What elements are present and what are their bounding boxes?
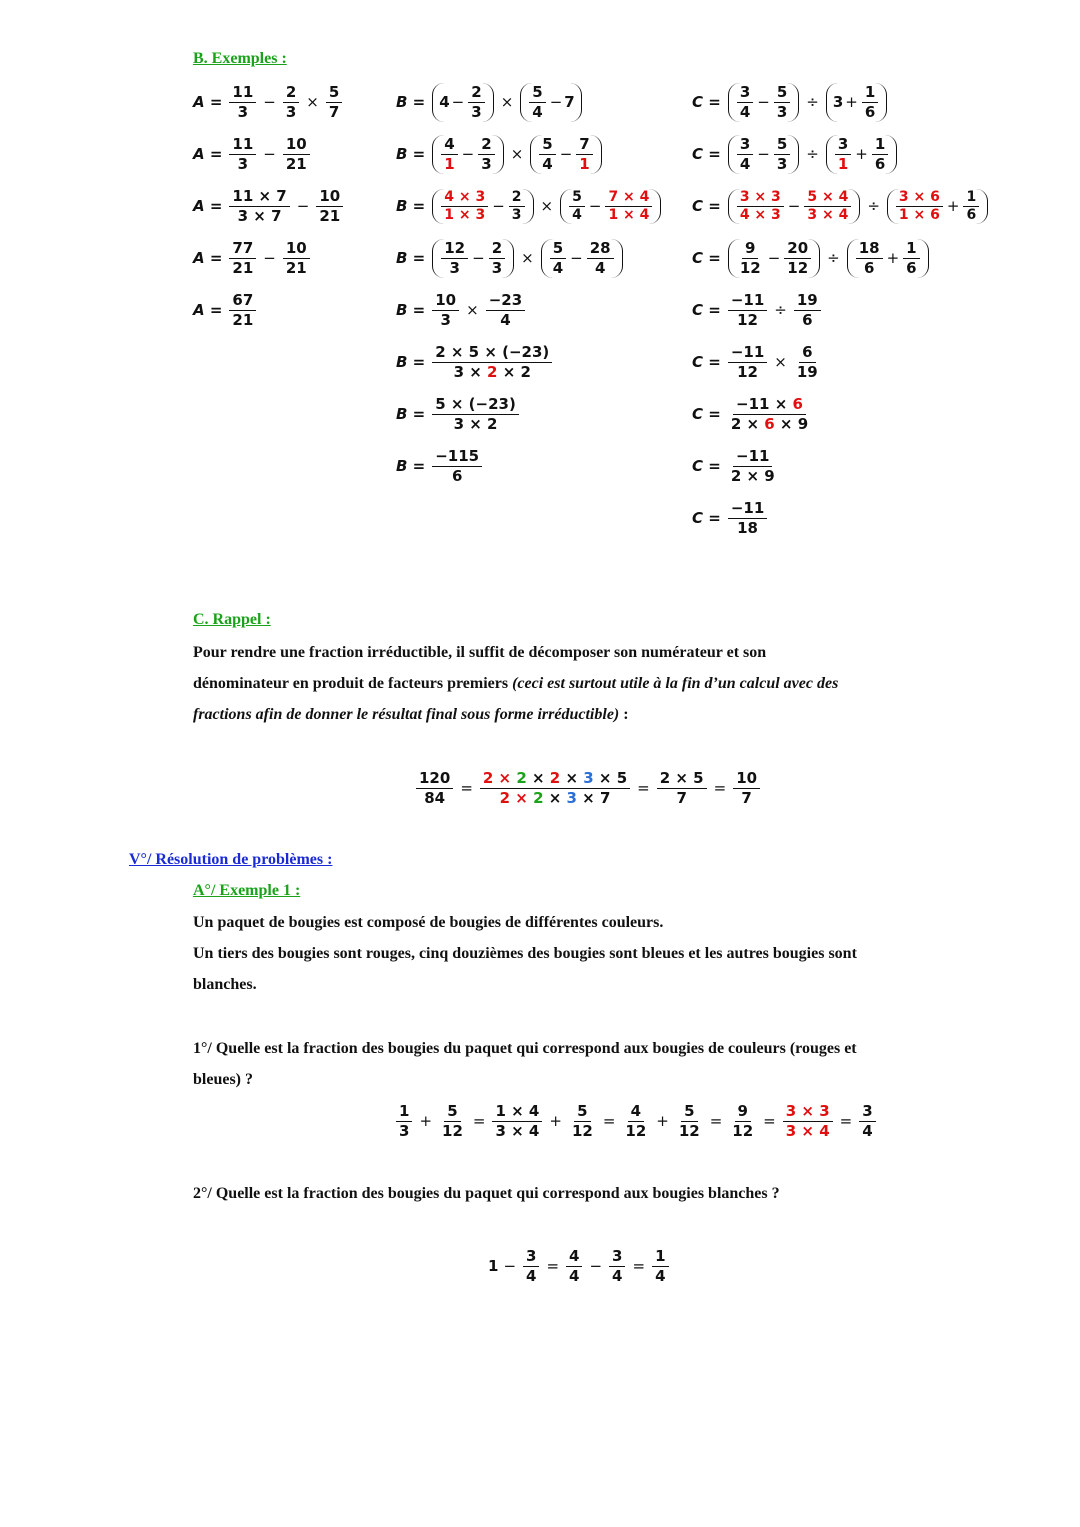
equation-c-7: C = $\frac{-11 \times 6}{2 \times 6 \times 9}$ xyxy=(692,394,809,433)
operator: − xyxy=(503,1257,517,1275)
operator: = xyxy=(839,1112,853,1130)
equation-b-7: B = $\frac{5 \times (-23)}{3 \times 2}$ xyxy=(396,390,521,438)
equation-b-5: B = $\frac{10}{3}$ × $\frac{-23}{4}$ xyxy=(396,286,527,334)
rappel-paragraph: Pour rendre une fraction irréductible, il suffit de décomposer son numérateur et son dénominateur en produit de facteurs premiers (ceci est surtout utile à la fin d’un calcul avec des fractions afin de donner le résultat final sous forme irréductible) : xyxy=(193,644,839,723)
operator: + xyxy=(549,1112,562,1130)
fraction: $\frac{9}{12}$ xyxy=(732,1101,754,1140)
operator: − xyxy=(589,1257,603,1275)
fraction: $\frac{1}{4}$ xyxy=(652,1247,668,1286)
fraction: $\frac{3 \times 3}{3 \times 4}$ xyxy=(783,1102,833,1141)
operator: = xyxy=(632,1257,646,1275)
operator: = xyxy=(546,1257,560,1275)
calc-1 xyxy=(394,1097,878,1145)
equation-c-3: C = $\frac{3 \times 3}{4 \times 3}$ − $\frac{5 \times 4}{3 \times 4}$ ÷ $\frac{3 \times 6}{1 \times 6}$ + $\frac{1}{6}$ xyxy=(692,182,990,230)
operator: + xyxy=(419,1112,433,1130)
equation-b-4: B = $\frac{12}{3}$ − $\frac{2}{3}$ × $\frac{5}{4}$ − $\frac{28}{4}$ xyxy=(396,234,625,282)
fraction: $\frac{5}{12}$ xyxy=(442,1101,463,1140)
example-1-title: A°/ Exemple 1 : xyxy=(193,882,301,899)
section-v-title: V°/ Résolution de problèmes : xyxy=(129,851,333,868)
equation-a-5: A = $\frac{67}{21}$ xyxy=(193,286,258,334)
fraction: $\frac{5}{12}$ xyxy=(678,1101,700,1140)
fraction: $\frac{1}{3}$ xyxy=(396,1102,412,1141)
term: 1 xyxy=(488,1257,499,1275)
question-1: 1°/ Quelle est la fraction des bougies du paquet qui correspond aux bougies de couleurs (rouges et bleues) ? xyxy=(193,1040,857,1088)
fraction: $\frac{5}{12}$ xyxy=(571,1101,593,1140)
operator: = xyxy=(602,1112,616,1130)
equation-b-2: B = $\frac{4}{1}$ − $\frac{2}{3}$ × $\frac{5}{4}$ − $\frac{7}{1}$ xyxy=(396,130,604,178)
irreducible-example: $\frac{120}{84}$ = $\frac{2 \times 2 \times 2 \times 3 \times 5}{2 \times 2 \times 3 \times 7}$ = $\frac{2 \times 5}{7}$ = $\frac{10}{7}$ xyxy=(414,764,762,812)
equation-b-1: B = 4 − $\frac{2}{3}$ × $\frac{5}{4}$ − 7 xyxy=(396,78,584,126)
equation-c-6: C = $\frac{-11}{12}$ × $\frac{6}{19}$ xyxy=(692,342,818,381)
equation-c-4: C = $\frac{9}{12}$ − $\frac{20}{12}$ ÷ $\frac{18}{6}$ + $\frac{1}{6}$ xyxy=(692,234,931,282)
section-b-title: B. Exemples : xyxy=(193,50,287,67)
equation-a-2: A = $\frac{11}{3}$ − $\frac{10}{21}$ xyxy=(193,130,312,178)
fraction: $\frac{1 \times 4}{3 \times 4}$ xyxy=(492,1102,542,1141)
example-1-statement: Un paquet de bougies est composé de bougies de différentes couleurs. Un tiers des bougies sont rouges, cinq douzièmes des bougies sont bleues et les autres bougies sont blanches. xyxy=(193,914,857,993)
equation-b-3: B = $\frac{4 \times 3}{1 \times 3}$ − $\frac{2}{3}$ × $\frac{5}{4}$ − $\frac{7 \times 4}{1 \times 4}$ xyxy=(396,182,663,230)
operator: = xyxy=(763,1112,776,1130)
equation-a-4: A = $\frac{77}{21}$ − $\frac{10}{21}$ xyxy=(193,234,312,282)
equation-c-8: C = $\frac{-11}{2 \times 9}$ xyxy=(692,446,775,485)
equation-b-8: B = $\frac{-115}{6}$ xyxy=(396,442,484,490)
equation-c-1: C = $\frac{3}{4}$ − $\frac{5}{3}$ ÷ 3 + $\frac{1}{6}$ xyxy=(692,78,889,126)
calc-2 xyxy=(488,1242,671,1290)
question-2: 2°/ Quelle est la fraction des bougies du paquet qui correspond aux bougies blanches ? xyxy=(193,1185,780,1202)
equation-c-5: C = $\frac{-11}{12}$ ÷ $\frac{19}{6}$ xyxy=(692,286,823,334)
equation-c-9: C = $\frac{-11}{18}$ xyxy=(692,494,769,542)
equation-a-3: A = $\frac{11 \times 7}{3 \times 7}$ − $\frac{10}{21}$ xyxy=(193,182,345,230)
operator: + xyxy=(656,1112,669,1130)
section-c-title: C. Rappel : xyxy=(193,611,271,628)
equation-b-6: B = $\frac{2 \times 5 \times (-23)}{3 \times 2 \times 2}$ xyxy=(396,338,554,386)
fraction: $\frac{4}{4}$ xyxy=(566,1247,582,1286)
operator: = xyxy=(709,1112,723,1130)
operator: = xyxy=(472,1112,486,1130)
fraction: $\frac{3}{4}$ xyxy=(609,1247,625,1286)
equation-a-1: A = $\frac{11}{3}$ − $\frac{2}{3}$ × $\frac{5}{7}$ xyxy=(193,78,344,126)
fraction: $\frac{4}{12}$ xyxy=(625,1101,647,1140)
fraction: $\frac{3}{4}$ xyxy=(523,1247,539,1286)
fraction: $\frac{3}{4}$ xyxy=(859,1102,875,1141)
equation-c-2: C = $\frac{3}{4}$ − $\frac{5}{3}$ ÷ $\frac{3}{1}$ + $\frac{1}{6}$ xyxy=(692,130,899,178)
